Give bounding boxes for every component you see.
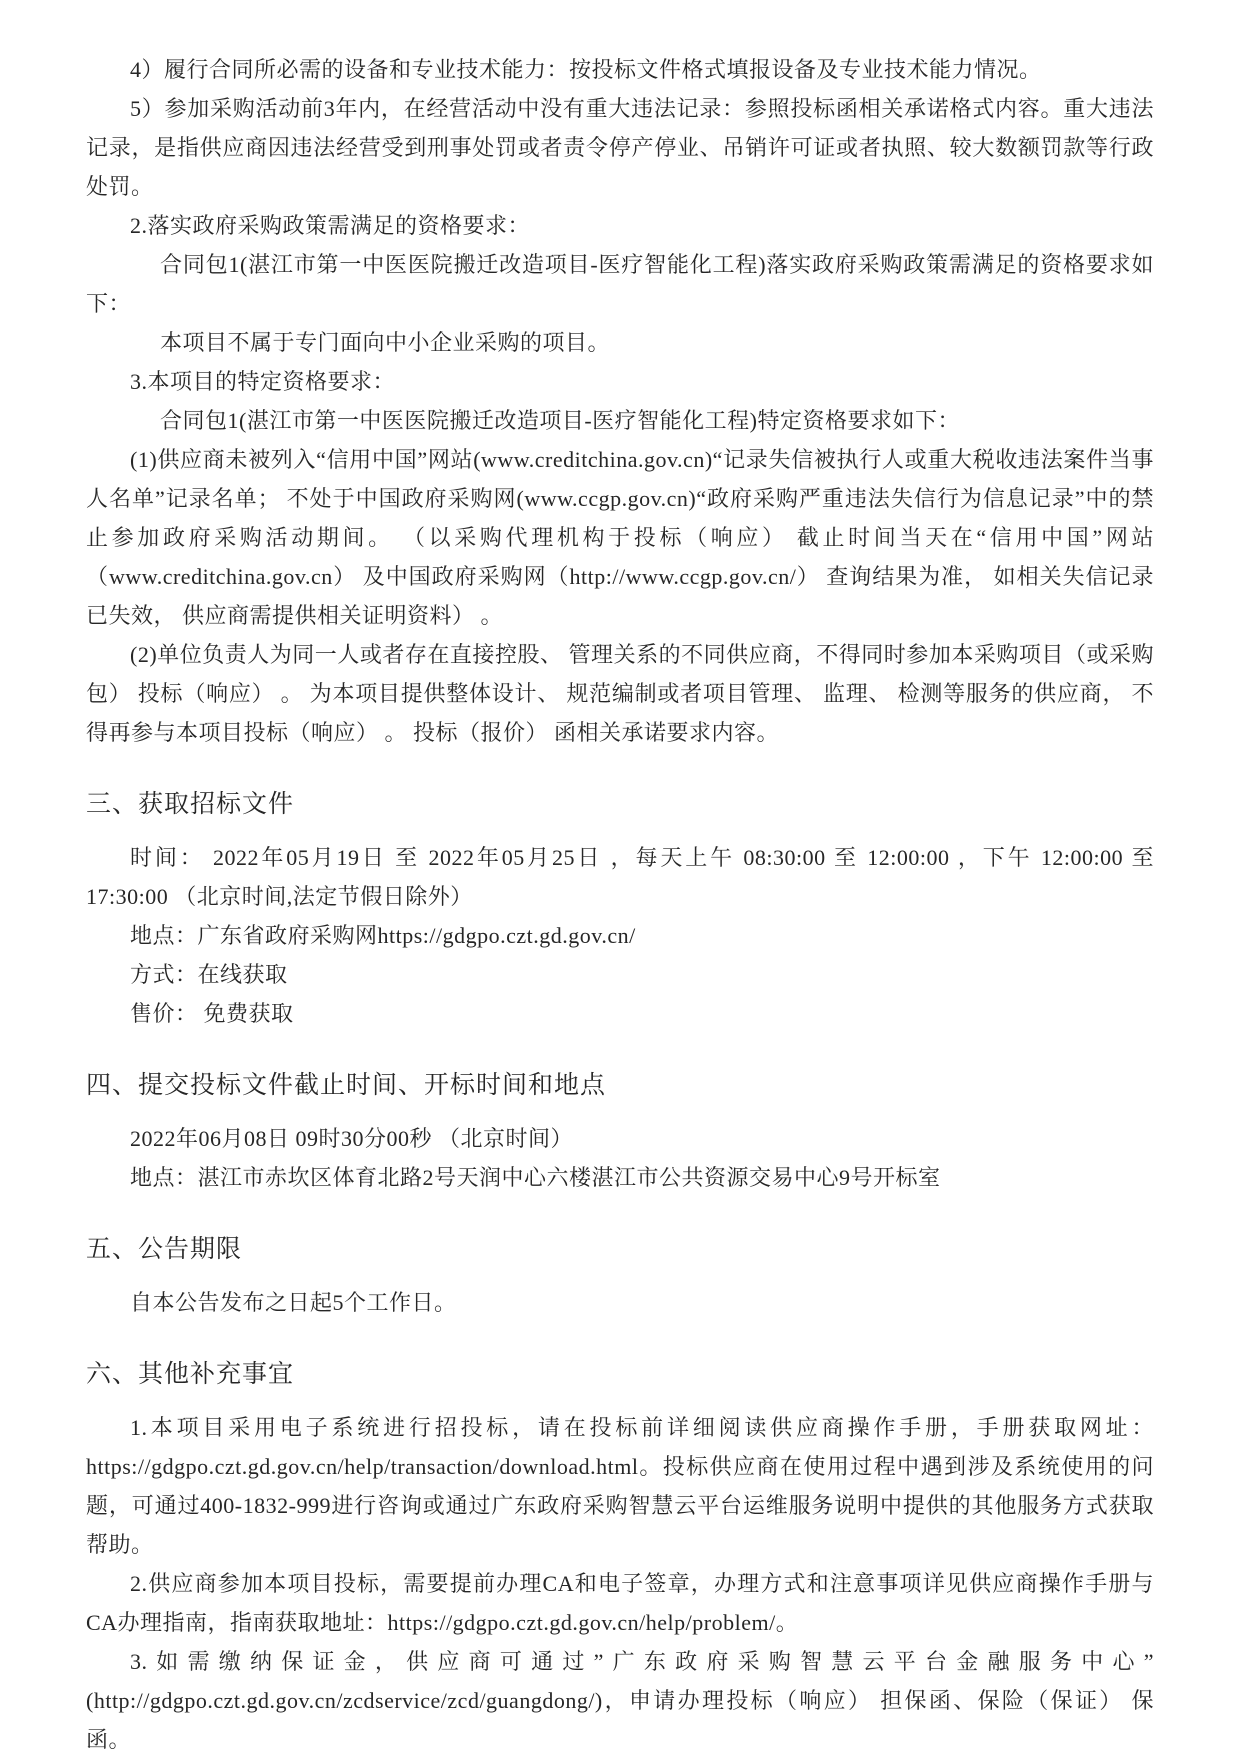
supplementary-note-electronic-bidding: 1.本项目采用电子系统进行招投标，请在投标前详细阅读供应商操作手册，手册获取网址：https://gdgpo.czt.gd.gov.cn/help/transaction/download.html。投标供应商在使用过程中遇到涉及系统使用的问题，可通过400-1832-999进行咨询或通过广东政府采购智慧云平台运维服务说明中提供的其他服务方式获取帮助。 xyxy=(86,1415,1154,1557)
supplementary-note-deposit-guarantee: 3.如需缴纳保证金，供应商可通过”广东政府采购智慧云平台金融服务中心”(http://gdgpo.czt.gd.gov.cn/zcdservice/zcd/guangdong/)，申请办理投标（响应） 担保函、保险（保证） 保函。 xyxy=(86,1649,1154,1752)
section-heading-obtain-bidding-documents: 三、获取招标文件 xyxy=(86,791,295,818)
section-heading-announcement-period: 五、公告期限 xyxy=(86,1236,243,1263)
paragraph-policy-package1: 合同包1(湛江市第一中医医院搬迁改造项目-医疗智能化工程)落实政府采购政策需满足的资格要求如下： xyxy=(86,252,1154,316)
paragraph-same-person-restriction: (2)单位负责人为同一人或者存在直接控股、 管理关系的不同供应商，不得同时参加本采购项目（或采购包） 投标（响应） 。 为本项目提供整体设计、 规范编制或者项目管理、 监理、 检测等服务的供应商， 不得再参与本项目投标（响应） 。 投标（报价） 函相关承诺要求内容。 xyxy=(86,642,1154,745)
deadline-place-line: 地点：湛江市赤坎区体育北路2号天润中心六楼湛江市公共资源交易中心9号开标室 xyxy=(130,1165,941,1190)
deadline-datetime-line: 2022年06月08日 09时30分00秒 （北京时间） xyxy=(130,1126,574,1151)
section-heading-other-supplementary: 六、其他补充事宜 xyxy=(86,1361,295,1388)
announcement-period-line: 自本公告发布之日起5个工作日。 xyxy=(130,1290,457,1315)
paragraph-not-sme-project: 本项目不属于专门面向中小企业采购的项目。 xyxy=(160,330,611,355)
paragraph-no-major-violations: 5）参加采购活动前3年内，在经营活动中没有重大违法记录：参照投标函相关承诺格式内容。重大违法记录，是指供应商因违法经营受到刑事处罚或者责令停产停业、吊销许可证或者执照、较大数额罚款等行政处罚。 xyxy=(86,96,1154,199)
paragraph-equipment-capability: 4）履行合同所必需的设备和专业技术能力：按投标文件格式填报设备及专业技术能力情况。 xyxy=(130,57,1042,82)
obtain-price-line: 售价： 免费获取 xyxy=(130,1001,294,1026)
supplementary-note-ca-signature: 2.供应商参加本项目投标，需要提前办理CA和电子签章，办理方式和注意事项详见供应商操作手册与CA办理指南，指南获取地址：https://gdgpo.czt.gd.gov.cn/help/problem/。 xyxy=(86,1571,1154,1635)
paragraph-specific-package1: 合同包1(湛江市第一中医医院搬迁改造项目-医疗智能化工程)特定资格要求如下： xyxy=(160,408,960,433)
paragraph-policy-requirements-title: 2.落实政府采购政策需满足的资格要求： xyxy=(130,213,531,238)
section-heading-submission-deadline: 四、提交投标文件截止时间、开标时间和地点 xyxy=(86,1072,607,1099)
paragraph-credit-china-requirement: (1)供应商未被列入“信用中国”网站(www.creditchina.gov.cn)“记录失信被执行人或重大税收违法案件当事人名单”记录名单； 不处于中国政府采购网(www.ccgp.gov.cn)“政府采购严重违法失信行为信息记录”中的禁止参加政府采购活动期间。 （以采购代理机构于投标（响应） 截止时间当天在“信用中国”网站（www.creditchina.gov.cn） 及中国政府采购网（http://www.ccgp.gov.cn/） 查询结果为准， 如相关失信记录已失效， 供应商需提供相关证明资料） 。 xyxy=(86,447,1154,628)
obtain-time-line: 时间： 2022年05月19日 至 2022年05月25日 ，每天上午 08:30:00 至 12:00:00 ，下午 12:00:00 至 17:30:00 （北京时间,法定节假日除外） xyxy=(86,845,1154,909)
obtain-method-line: 方式：在线获取 xyxy=(130,962,288,987)
obtain-place-line: 地点：广东省政府采购网https://gdgpo.czt.gd.gov.cn/ xyxy=(130,923,636,948)
paragraph-specific-requirements-title: 3.本项目的特定资格要求： xyxy=(130,369,396,394)
